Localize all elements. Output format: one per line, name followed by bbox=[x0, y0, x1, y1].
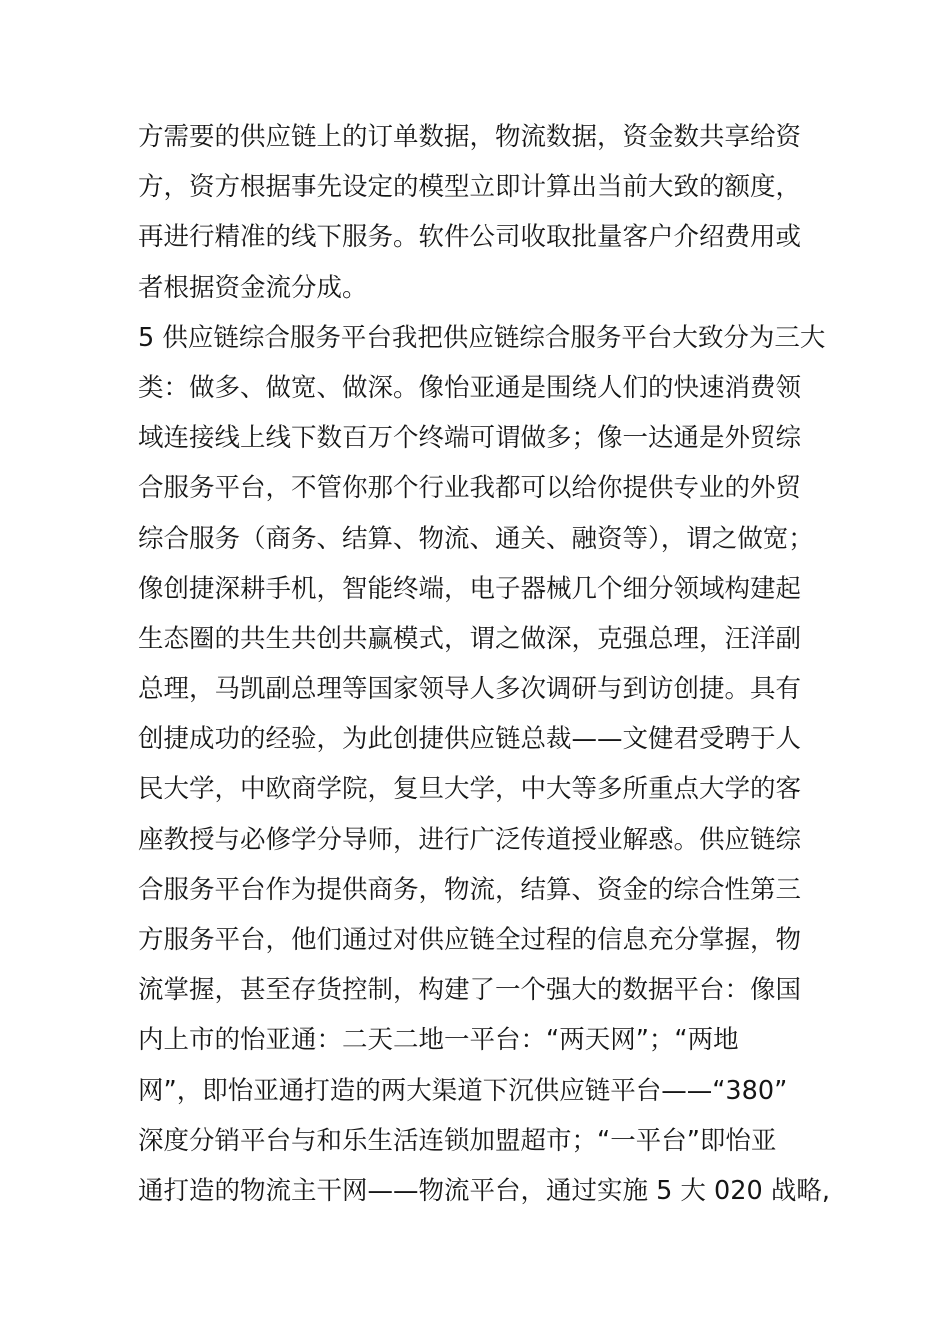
text-line: 类：做多、做宽、做深。像怡亚通是围绕人们的快速消费领 bbox=[138, 372, 802, 403]
text-line: 民大学，中欧商学院，复旦大学，中大等多所重点大学的客 bbox=[138, 774, 802, 805]
body-text bbox=[138, 112, 828, 1216]
text-line: 内上市的怡亚通：二天二地一平台：“两天网”；“两地 bbox=[138, 1025, 739, 1056]
text-line: 者根据资金流分成。 bbox=[138, 272, 368, 303]
text-line: 域连接线上线下数百万个终端可谓做多；像一达通是外贸综 bbox=[138, 423, 802, 454]
text-line: 方服务平台，他们通过对供应链全过程的信息充分掌握，物 bbox=[138, 925, 802, 955]
text-line: 总理，马凯副总理等国家领导人多次调研与到访创捷。具有 bbox=[138, 674, 802, 705]
text-line: 网”，即怡亚通打造的两大渠道下沉供应链平台——“380” bbox=[138, 1075, 788, 1106]
text-line: 合服务平台作为提供商务，物流，结算、资金的综合性第三 bbox=[138, 874, 802, 905]
text-line: 座教授与必修学分导师，进行广泛传道授业解惑。供应链综 bbox=[138, 824, 802, 855]
text-line: 创捷成功的经验，为此创捷供应链总裁——文健君受聘于人 bbox=[138, 724, 802, 755]
text-line: 像创捷深耕手机，智能终端，电子器械几个细分领域构建起 bbox=[138, 573, 802, 604]
text-line: 生态圈的共生共创共赢模式，谓之做深，克强总理，汪洋副 bbox=[138, 623, 802, 654]
text-line: 方，资方根据事先设定的模型立即计算出当前大致的额度， bbox=[138, 172, 802, 203]
text-line: 深度分销平台与和乐生活连锁加盟超市；“一平台”即怡亚 bbox=[138, 1125, 777, 1156]
text-line: 方需要的供应链上的订单数据，物流数据，资金数共享给资 bbox=[138, 122, 802, 152]
text-line: 通打造的物流主干网——物流平台，通过实施 5 大 020 战略, bbox=[138, 1175, 830, 1206]
text-line: 流掌握，甚至存货控制，构建了一个强大的数据平台：像国 bbox=[138, 975, 802, 1006]
text-line: 合服务平台，不管你那个行业我都可以给你提供专业的外贸 bbox=[138, 473, 802, 504]
text-line: 5 供应链综合服务平台我把供应链综合服务平台大致分为三大 bbox=[138, 322, 826, 353]
text-line: 综合服务（商务、结算、物流、通关、融资等），谓之做宽； bbox=[138, 523, 814, 554]
text-line: 再进行精准的线下服务。软件公司收取批量客户介绍费用或 bbox=[138, 222, 802, 253]
